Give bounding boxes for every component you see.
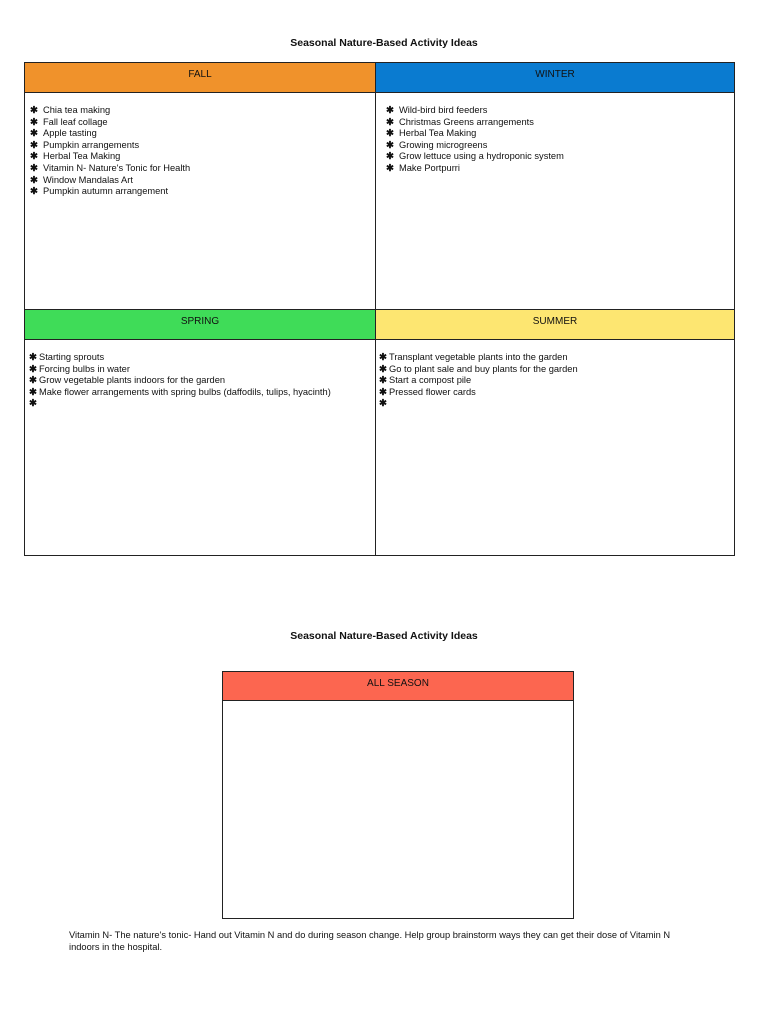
fall-activity-text: Chia tea making <box>43 105 111 115</box>
asterisk-bullet-icon: ✱ <box>30 105 38 115</box>
fall-activity-text: Fall leaf collage <box>43 116 108 127</box>
spring-activity-item <box>29 375 349 387</box>
asterisk-bullet-icon: ✱ <box>379 363 387 374</box>
page-title: Seasonal Nature-Based Activity Ideas <box>290 37 478 49</box>
winter-activity-item <box>383 163 564 175</box>
winter-activity-item <box>383 117 564 129</box>
winter-activity-text: Wild-bird bird feeders <box>399 105 488 115</box>
fall-activity-list <box>27 105 190 198</box>
spring-header: SPRING <box>25 310 375 340</box>
summer-activity-text: Go to plant sale and buy plants for the garden <box>389 363 578 374</box>
asterisk-bullet-icon: ✱ <box>386 105 394 115</box>
asterisk-bullet-icon: ✱ <box>379 398 387 409</box>
winter-activity-text: Make Portpurri <box>399 162 460 173</box>
spring-activity-text: Grow vegetable plants indoors for the garden <box>39 375 226 386</box>
summer-activity-text: Start a compost pile <box>389 375 472 386</box>
summer-activity-item <box>379 352 578 364</box>
winter-activity-item <box>383 140 564 152</box>
asterisk-bullet-icon: ✱ <box>379 352 387 362</box>
asterisk-bullet-icon: ✱ <box>30 116 38 127</box>
horizontal-divider <box>25 309 734 310</box>
asterisk-bullet-icon: ✱ <box>30 162 38 173</box>
asterisk-bullet-icon: ✱ <box>386 139 394 150</box>
asterisk-bullet-icon: ✱ <box>29 375 37 386</box>
asterisk-bullet-icon: ✱ <box>386 151 394 162</box>
asterisk-bullet-icon: ✱ <box>30 128 38 139</box>
summer-activity-list <box>379 352 578 409</box>
winter-activity-list <box>383 105 564 175</box>
winter-activity-text: Grow lettuce using a hydroponic system <box>399 151 564 162</box>
asterisk-bullet-icon: ✱ <box>29 352 37 362</box>
asterisk-bullet-icon: ✱ <box>30 186 38 197</box>
fall-header: FALL <box>25 63 375 93</box>
summer-activity-text: Pressed flower cards <box>389 386 476 397</box>
winter-activity-text: Herbal Tea Making <box>399 128 477 139</box>
asterisk-bullet-icon: ✱ <box>386 162 394 173</box>
winter-activity-text: Christmas Greens arrangements <box>399 116 534 127</box>
asterisk-bullet-icon: ✱ <box>30 151 38 162</box>
fall-activity-item <box>27 163 190 175</box>
summer-activity-item <box>379 387 578 399</box>
fall-activity-item <box>27 175 190 187</box>
asterisk-bullet-icon: ✱ <box>30 174 38 185</box>
summer-activity-item <box>379 375 578 387</box>
asterisk-bullet-icon: ✱ <box>386 128 394 139</box>
summer-activity-text: Transplant vegetable plants into the garden <box>389 352 568 362</box>
asterisk-bullet-icon: ✱ <box>379 375 387 386</box>
fall-activity-item <box>27 117 190 129</box>
winter-header: WINTER <box>376 63 734 93</box>
spring-activity-list <box>29 352 349 409</box>
asterisk-bullet-icon: ✱ <box>29 363 37 374</box>
season-grid <box>24 62 735 556</box>
spring-activity-text: Forcing bulbs in water <box>39 363 130 374</box>
asterisk-bullet-icon: ✱ <box>379 386 387 397</box>
winter-activity-item <box>383 151 564 163</box>
all-season-header: ALL SEASON <box>223 672 573 701</box>
asterisk-bullet-icon: ✱ <box>29 398 37 409</box>
fall-activity-item <box>27 186 190 198</box>
fall-activity-text: Herbal Tea Making <box>43 151 121 162</box>
asterisk-bullet-icon: ✱ <box>386 116 394 127</box>
footnote: Vitamin N- The nature's tonic- Hand out Vitamin N and do during season change. Help group brainstorm ways they can get their dose of Vitamin N indoors in the hospital. <box>69 930 671 952</box>
fall-activity-item <box>27 140 190 152</box>
fall-activity-text: Pumpkin autumn arrangement <box>43 186 169 197</box>
spring-activity-item <box>29 387 349 399</box>
fall-activity-text: Window Mandalas Art <box>43 174 133 185</box>
spring-activity-text: Starting sprouts <box>39 352 105 362</box>
fall-activity-item <box>27 128 190 140</box>
winter-activity-text: Growing microgreens <box>399 139 488 150</box>
fall-activity-item <box>27 105 190 117</box>
spring-activity-item <box>29 352 349 364</box>
winter-activity-item <box>383 105 564 117</box>
fall-activity-text: Vitamin N- Nature's Tonic for Health <box>43 162 191 173</box>
fall-activity-text: Apple tasting <box>43 128 97 139</box>
all-season-box <box>222 671 574 919</box>
fall-activity-item <box>27 151 190 163</box>
fall-activity-text: Pumpkin arrangements <box>43 139 140 150</box>
spring-activity-text: Make flower arrangements with spring bulbs (daffodils, tulips, hyacinth) <box>39 386 331 397</box>
summer-activity-item <box>379 364 578 376</box>
asterisk-bullet-icon: ✱ <box>29 386 37 397</box>
summer-header: SUMMER <box>376 310 734 340</box>
winter-activity-item <box>383 128 564 140</box>
spring-activity-item <box>29 364 349 376</box>
asterisk-bullet-icon: ✱ <box>30 139 38 150</box>
page-title-repeat: Seasonal Nature-Based Activity Ideas <box>290 630 478 642</box>
